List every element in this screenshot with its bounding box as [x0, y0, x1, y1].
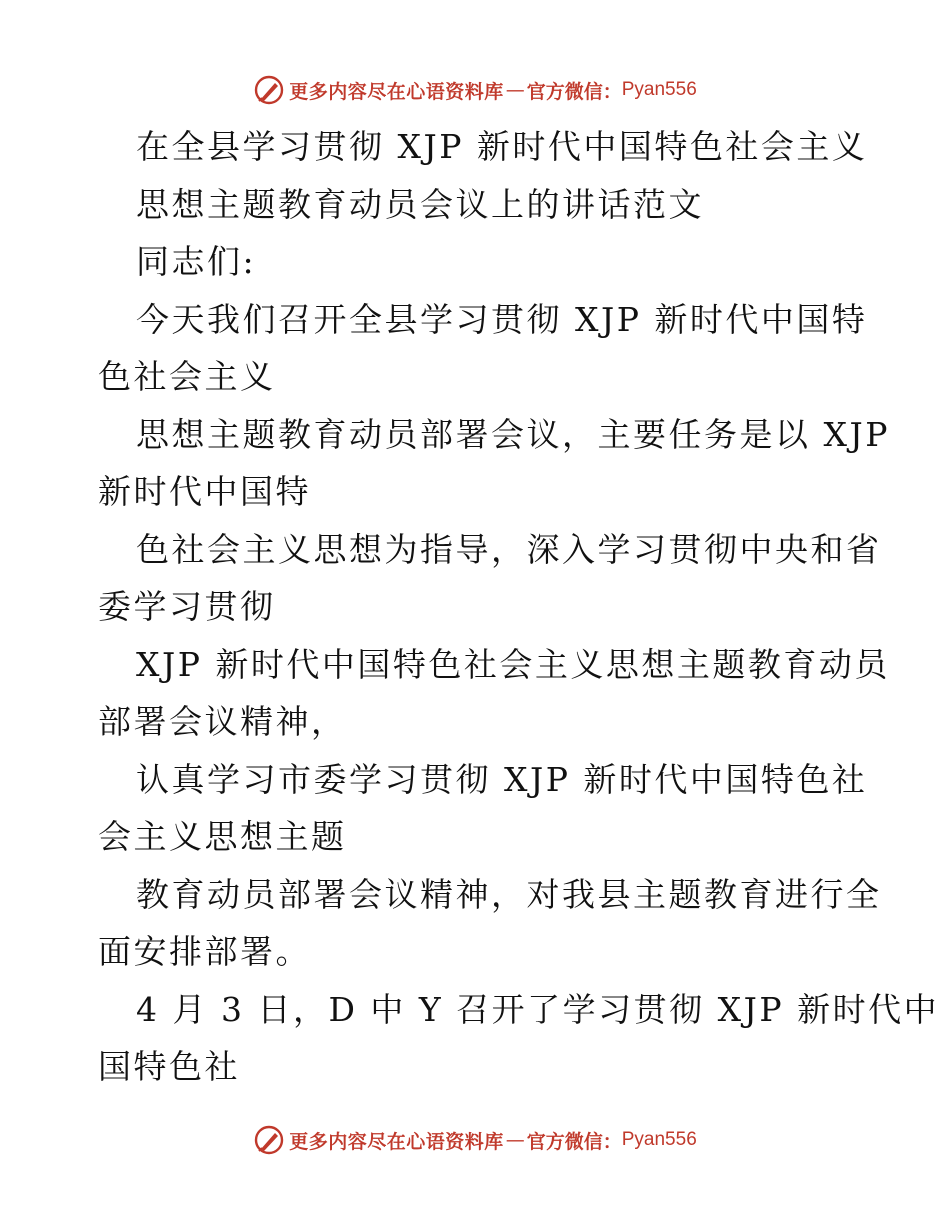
doc-paragraph-line: 面安排部署。 [98, 932, 311, 971]
doc-paragraph-line: 思想主题教育动员部署会议，主要任务是以 XJP [136, 414, 890, 454]
doc-paragraph-line: 国特色社 [98, 1047, 240, 1086]
header-watermark-banner [0, 70, 950, 110]
footer-watermark-banner [0, 1120, 950, 1160]
banner-site-text: 更多内容尽在心语资料库 [289, 1130, 504, 1153]
document-body [98, 118, 940, 1096]
feather-pen-logo-icon [253, 1124, 285, 1156]
doc-paragraph-line: XJP 新时代中国特色社会主义思想主题教育动员 [136, 644, 890, 684]
banner-site-text: 更多内容尽在心语资料库 [289, 80, 504, 103]
doc-paragraph-line: 色社会主义思想为指导，深入学习贯彻中央和省 [136, 529, 882, 569]
doc-paragraph-line: 新时代中国特 [98, 472, 311, 511]
banner-separator: — [505, 79, 525, 101]
banner-wechat-label: 官方微信： [526, 80, 622, 103]
banner-wechat-id: Pyan556 [621, 1129, 697, 1150]
doc-paragraph-line: 教育动员部署会议精神，对我县主题教育进行全 [136, 874, 882, 914]
feather-pen-logo-icon [253, 74, 285, 106]
doc-title-line-2: 思想主题教育动员会议上的讲话范文 [136, 184, 704, 224]
doc-paragraph-line: 委学习贯彻 [98, 587, 276, 626]
doc-paragraph-line: 色社会主义 [98, 357, 276, 396]
doc-paragraph-line: 会主义思想主题 [98, 817, 347, 856]
doc-paragraph-line: 4 月 3 日，D 中 Y 召开了学习贯彻 XJP 新时代中 [136, 989, 940, 1029]
doc-title-line-1: 在全县学习贯彻 XJP 新时代中国特色社会主义 [136, 127, 868, 166]
doc-paragraph-line: 认真学习市委学习贯彻 XJP 新时代中国特色社 [136, 759, 868, 799]
banner-separator: — [505, 1129, 525, 1151]
doc-paragraph-line: 今天我们召开全县学习贯彻 XJP 新时代中国特 [136, 299, 868, 339]
doc-salutation: 同志们: [136, 242, 257, 281]
banner-wechat-label: 官方微信： [526, 1130, 622, 1153]
doc-paragraph-line: 部署会议精神， [98, 702, 347, 741]
banner-wechat-id: Pyan556 [621, 79, 697, 100]
